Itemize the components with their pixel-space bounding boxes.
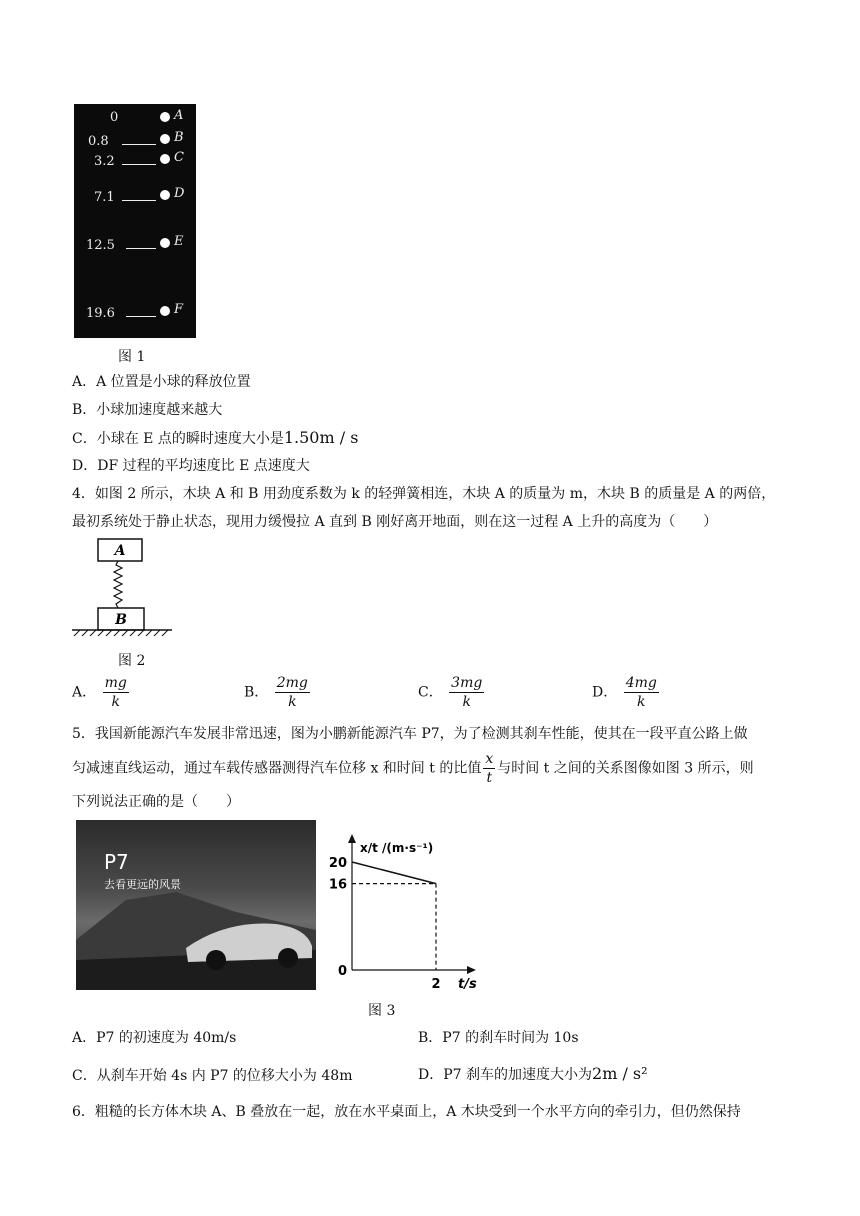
q5-text-line1: 5．我国新能源汽车发展非常迅速，图为小鹏新能源汽车 P7，为了检测其刹车性能，使其在一段平直公路上做: [72, 726, 748, 742]
x-axis-arrow: [467, 966, 476, 974]
car-slogan: 去看更远的风景: [104, 878, 181, 891]
point-label: B: [174, 130, 184, 145]
q5-text-line2: [72, 750, 754, 787]
y-tick-label: 20: [328, 856, 347, 871]
q5-text-line2-b: 与时间 t 之间的关系图像如图 3 所示，则: [497, 760, 754, 777]
block-a-label: A: [114, 543, 126, 559]
q3-option-c-text: C．小球在 E 点的瞬时速度大小是: [72, 431, 284, 447]
q5-option-d: [418, 1064, 648, 1085]
y-tick-label: 16: [328, 877, 347, 893]
q3-option-c-value: 1.50m / s: [283, 428, 359, 447]
denominator: t: [486, 770, 493, 786]
ball-dot: [160, 154, 170, 164]
xt-vs-t-chart: [322, 830, 482, 990]
denominator: k: [462, 694, 471, 710]
q4-text-line2: 最初系统处于静止状态，现用力缓慢拉 A 直到 B 刚好离开地面，则在这一过程 A 上升的高度为（ ）: [72, 514, 718, 530]
data-line: [352, 862, 436, 884]
car-brand: P7: [104, 850, 129, 874]
q4-text-line1: 4．如图 2 所示，木块 A 和 B 用劲度系数为 k 的轻弹簧相连，木块 A 的质量为 m，木块 B 的质量是 A 的两倍，: [72, 486, 776, 502]
point-label: D: [174, 186, 185, 201]
q6-text-line1: 6．粗糙的长方体木块 A、B 叠放在一起，放在水平桌面上，A 木块受到一个水平方向的牵引力，但仍然保持: [72, 1104, 741, 1120]
q3-option-a: A．A 位置是小球的释放位置: [72, 374, 251, 390]
point-label: C: [174, 150, 184, 165]
denominator: k: [111, 694, 120, 710]
option-label: A．: [72, 684, 97, 701]
strobe-photo: [74, 104, 196, 338]
figure-caption: 图 2: [118, 653, 146, 669]
mark-line: [122, 200, 156, 201]
q4-option-d: [592, 674, 661, 711]
car-photo: [76, 820, 316, 990]
fraction: [449, 674, 484, 711]
q5-option-d-value: 2m / s²: [592, 1064, 648, 1083]
mark-line: [126, 316, 156, 317]
denominator: k: [288, 694, 297, 710]
numerator: 4mg: [625, 675, 657, 691]
mark-value: 19.6: [86, 306, 115, 321]
point-label: F: [174, 302, 184, 317]
numerator: 3mg: [451, 675, 483, 691]
ball-dot: [160, 238, 170, 248]
q5-text-line3: 下列说法正确的是（ ）: [72, 794, 240, 810]
q5-text-line2-a: 匀减速直线运动，通过车载传感器测得汽车位移 x 和时间 t 的比值: [72, 760, 482, 777]
y-tick-label: 0: [337, 964, 347, 979]
q4-option-c: [418, 674, 486, 711]
figure-caption: 图 3: [368, 1003, 396, 1019]
q4-option-b: [244, 674, 312, 711]
ball-dot: [160, 134, 170, 144]
q3-option-b: B．小球加速度越来越大: [72, 402, 223, 418]
figure-caption: 图 1: [118, 349, 146, 365]
q3-option-d: D．DF 过程的平均速度比 E 点速度大: [72, 458, 310, 474]
q5-option-b: B．P7 的刹车时间为 10s: [418, 1030, 579, 1046]
point-label: E: [174, 234, 184, 249]
spring-block-diagram: [70, 536, 174, 640]
option-label: D．: [592, 684, 618, 701]
y-axis-label: x/t /(m·s⁻¹): [360, 841, 434, 855]
mark-line: [122, 164, 156, 165]
x-over-t-fraction: [483, 750, 495, 787]
x-tick-label: 2: [431, 977, 441, 990]
numerator: x: [485, 751, 494, 767]
option-label: C．: [418, 684, 443, 701]
fraction: [275, 674, 310, 711]
q5-option-a: A．P7 的初速度为 40m/s: [72, 1030, 237, 1046]
mark-line: [126, 248, 156, 249]
y-axis-arrow: [348, 834, 356, 843]
fraction: [624, 674, 659, 711]
ball-dot: [160, 306, 170, 316]
block-b-label: B: [115, 612, 127, 628]
q5-option-d-text: D．P7 刹车的加速度大小为: [418, 1067, 593, 1083]
mark-line: [122, 144, 156, 145]
q3-option-c: [72, 428, 358, 449]
fraction: [103, 674, 129, 711]
mark-value: 12.5: [86, 238, 115, 253]
mark-value: 3.2: [94, 154, 115, 169]
numerator: mg: [104, 675, 127, 691]
point-label: A: [174, 108, 184, 123]
mark-value: 0.8: [88, 134, 109, 149]
q4-option-a: [72, 674, 131, 711]
ball-dot: [160, 190, 170, 200]
denominator: k: [637, 694, 646, 710]
option-label: B．: [244, 684, 269, 701]
numerator: 2mg: [276, 675, 308, 691]
q5-option-c: C．从刹车开始 4s 内 P7 的位移大小为 48m: [72, 1068, 353, 1084]
ball-dot: [160, 112, 170, 122]
mark-value: 0: [110, 110, 119, 125]
mark-value: 7.1: [94, 190, 115, 205]
x-axis-label: t/s: [458, 977, 477, 990]
